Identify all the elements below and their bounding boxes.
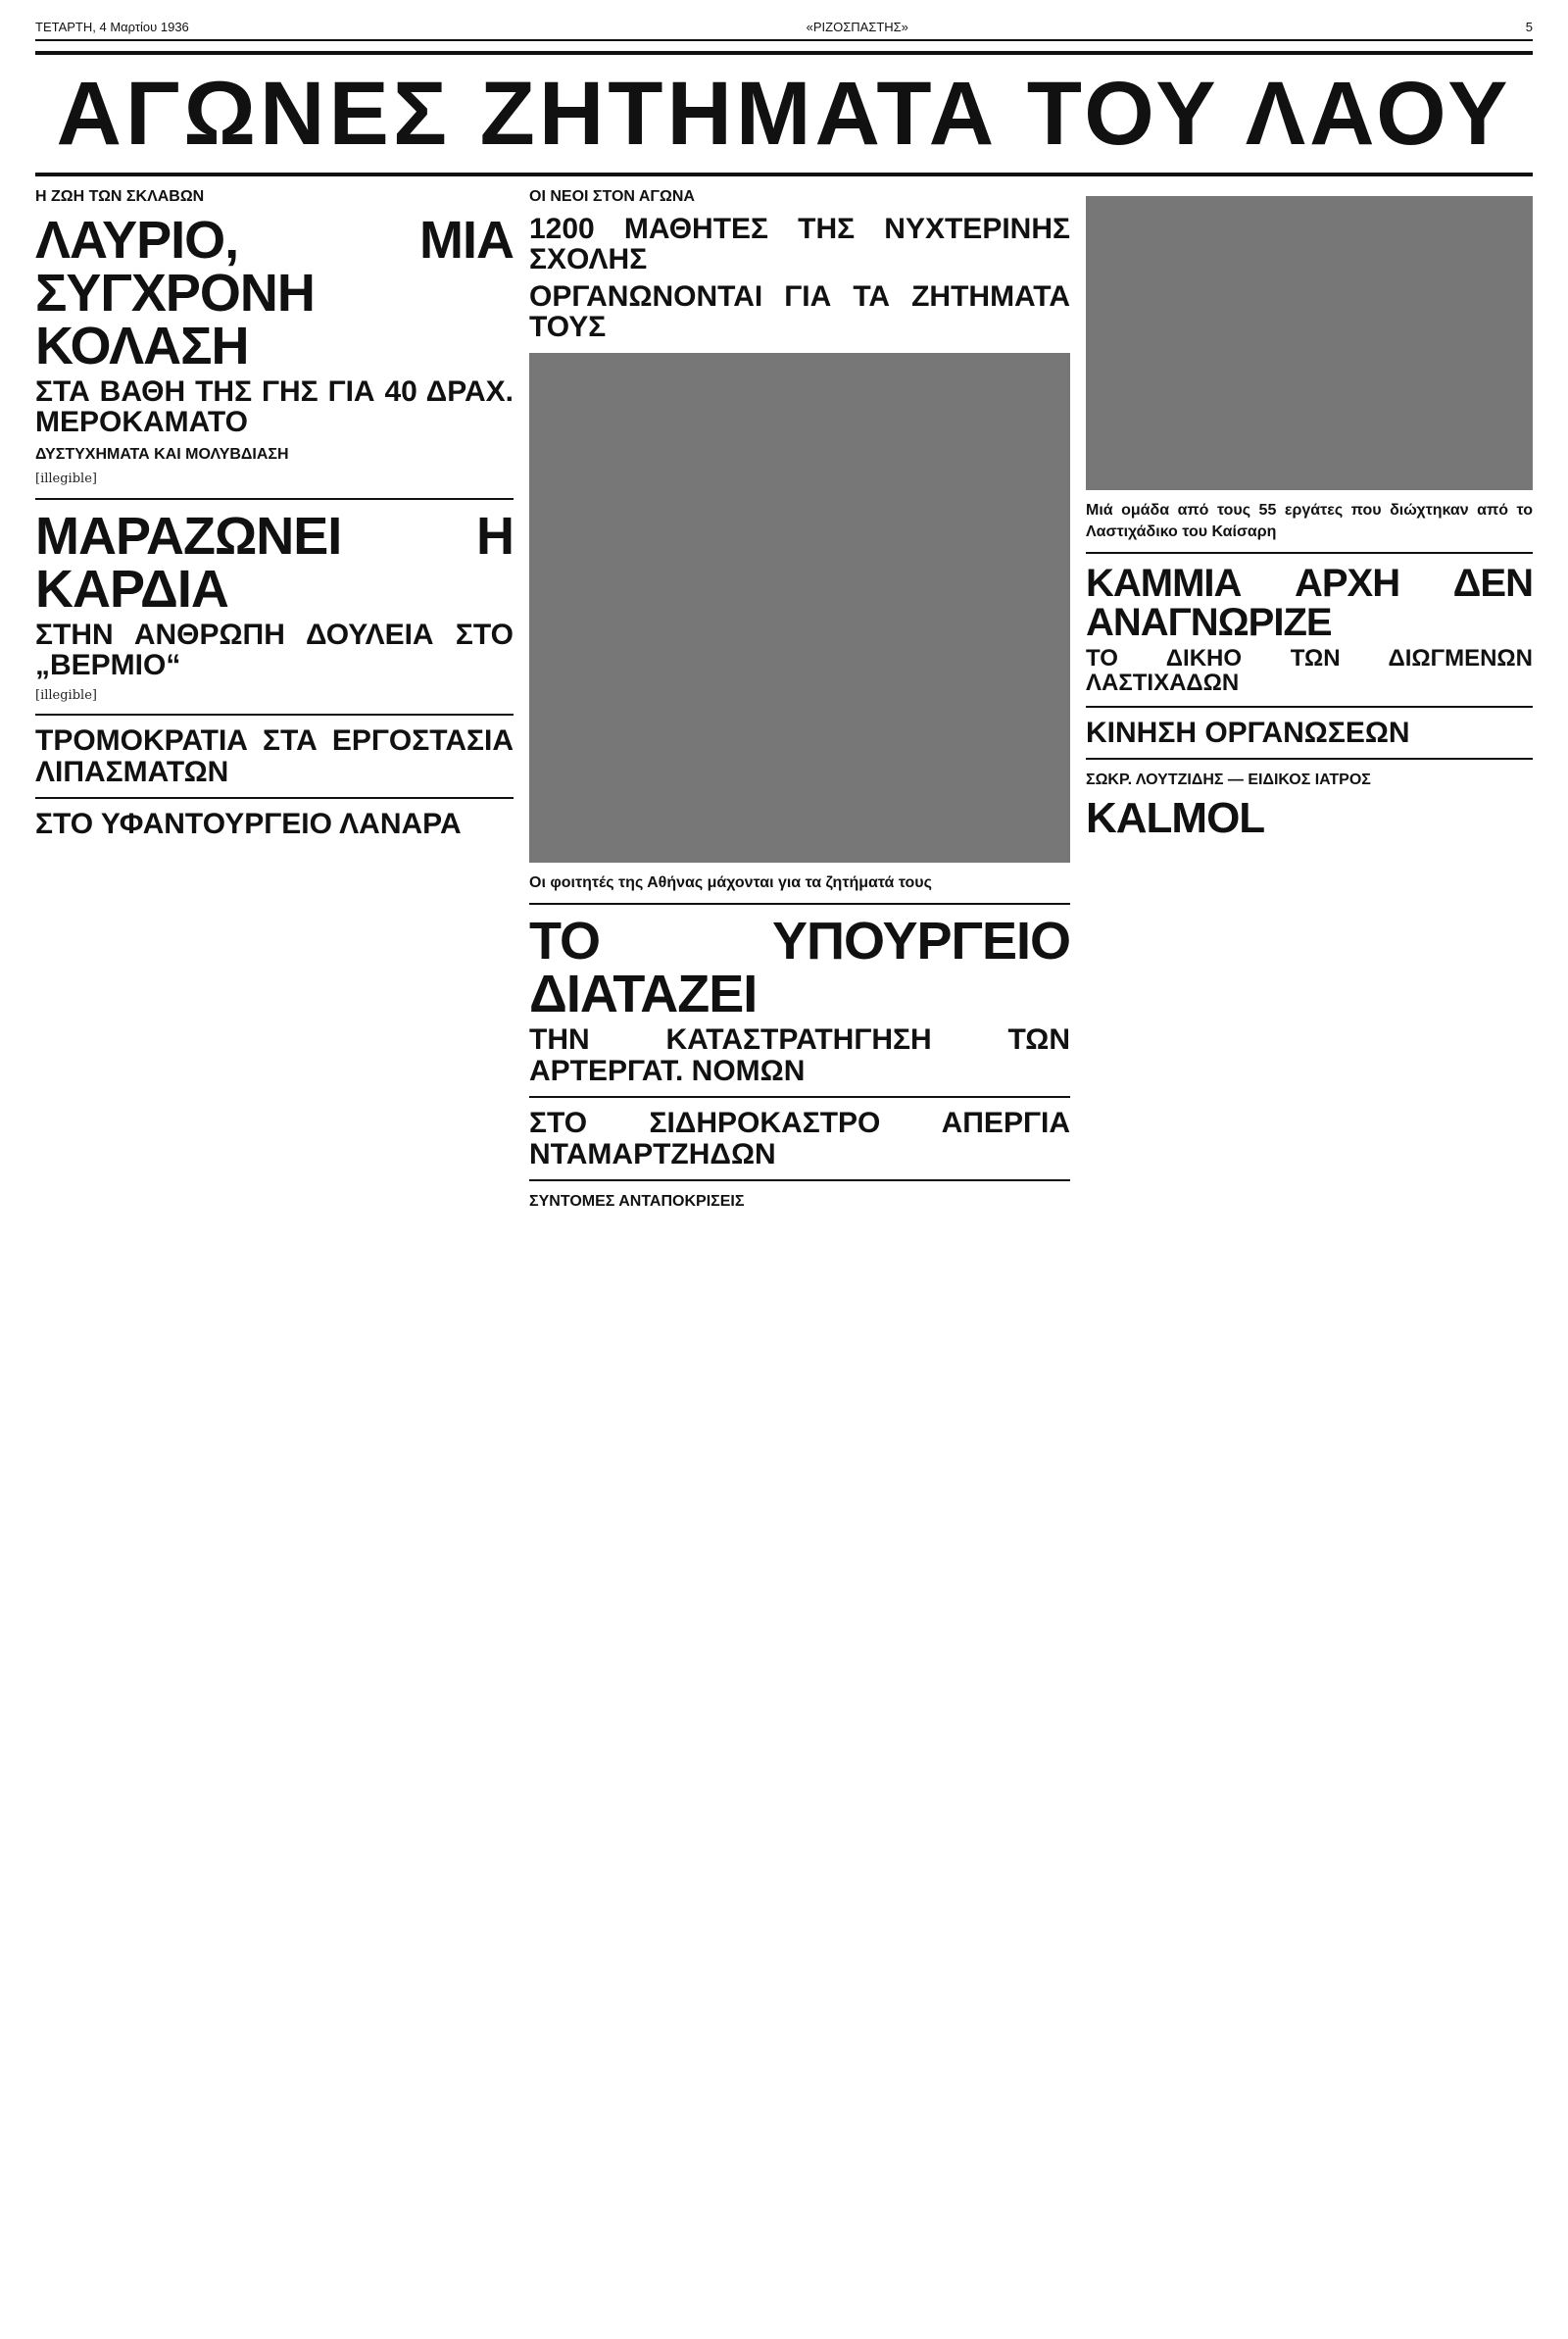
headline: ΛΑΥΡΙΟ, ΜΙΑ ΣΥΓΧΡΟΝΗ ΚΟΛΑΣΗ (35, 210, 514, 375)
divider (529, 1096, 1070, 1098)
article-text: [illegible] (35, 687, 97, 703)
subheadline: ΣΤΑ ΒΑΘΗ ΤΗΣ ΓΗΣ ΓΙΑ 40 ΔΡΑΧ. ΜΕΡΟΚΑΜΑΤΟ (35, 374, 514, 439)
column-3 (1086, 186, 1533, 2310)
divider (529, 903, 1070, 905)
column-2 (529, 186, 1070, 2310)
photo-caption: Μιά ομάδα από τους 55 εργάτες που διώχτηκαν από το Λαστιχάδικο του Καίσαρη (1086, 502, 1533, 540)
advertisement: KALMOL (1086, 793, 1265, 842)
divider (529, 1179, 1070, 1181)
divider (1086, 706, 1533, 708)
subheadline: ΟΡΓΑΝΩΝΟΝΤΑΙ ΓΙΑ ΤΑ ΖΗΤΗΜΑΤΑ ΤΟΥΣ (529, 279, 1070, 344)
headline: ΣΥΝΤΟΜΕΣ ΑΝΤΑΠΟΚΡΙΣΕΙΣ (529, 1193, 745, 1211)
divider (35, 714, 514, 716)
section-label: Η ΖΩΗ ΤΩΝ ΣΚΛΑΒΩΝ (35, 188, 205, 205)
paper-name: «ΡΙΖΟΣΠΑΣΤΗΣ» (806, 19, 908, 34)
column-1 (35, 186, 514, 2310)
subheadline: ΤΗΝ ΚΑΤΑΣΤΡΑΤΗΓΗΣΗ ΤΩΝ ΑΡΤΕΡΓΑΤ. ΝΟΜΩΝ (529, 1023, 1070, 1087)
masthead (35, 51, 1533, 176)
top-rule (35, 14, 1533, 41)
photo (529, 353, 1070, 863)
divider (1086, 552, 1533, 554)
headline: ΚΑΜΜΙΑ ΑΡΧΗ ΔΕΝ ΑΝΑΓΝΩΡΙΖΕ (1086, 562, 1533, 645)
subheadline: ΣΤΗΝ ΑΝΘΡΩΠΗ ΔΟΥΛΕΙΑ ΣΤΟ „ΒΕΡΜΙΟ“ (35, 618, 514, 682)
kicker: ΔΥΣΤΥΧΗΜΑΤΑ ΚΑΙ ΜΟΛΥΒΔΙΑΣΗ (35, 445, 289, 463)
section-label: ΟΙ ΝΕΟΙ ΣΤΟΝ ΑΓΩΝΑ (529, 188, 695, 205)
advertisement: ΣΩΚΡ. ΛΟΥΤΖΙΔΗΣ — ΕΙΔΙΚΟΣ ΙΑΤΡΟΣ (1086, 771, 1371, 789)
subheadline: ΤΟ ΔΙΚΗΟ ΤΩΝ ΔΙΩΓΜΕΝΩΝ ΛΑΣΤΙΧΑΔΩΝ (1086, 645, 1533, 697)
headline: ΤΡΟΜΟΚΡΑΤΙΑ ΣΤΑ ΕΡΓΟΣΤΑΣΙΑ ΛΙΠΑΣΜΑΤΩΝ (35, 724, 514, 788)
divider (35, 797, 514, 799)
photo (1086, 196, 1533, 490)
date: ΤΕΤΑΡΤΗ, 4 Μαρτίου 1936 (35, 19, 189, 34)
divider (1086, 758, 1533, 760)
headline: ΚΙΝΗΣΗ ΟΡΓΑΝΩΣΕΩΝ (1086, 716, 1410, 749)
article-text: [illegible] (35, 472, 97, 487)
headline: 1200 ΜΑΘΗΤΕΣ ΤΗΣ ΝΥΧΤΕΡΙΝΗΣ ΣΧΟΛΗΣ (529, 212, 1070, 276)
headline: ΣΤΟ ΥΦΑΝΤΟΥΡΓΕΙΟ ΛΑΝΑΡΑ (35, 808, 462, 841)
headline: ΤΟ ΥΠΟΥΡΓΕΙΟ ΔΙΑΤΑΖΕΙ (529, 912, 1070, 1024)
headline: ΜΑΡΑΖΩΝΕΙ Η ΚΑΡΔΙΑ (35, 506, 514, 619)
photo-caption: Οι φοιτητές της Αθήνας μάχονται για τα ζητήματά τους (529, 873, 932, 891)
masthead-title: ΑΓΩΝΕΣ ΖΗΤΗΜΑΤΑ ΤΟΥ ΛΑΟΥ (56, 63, 1512, 164)
divider (35, 498, 514, 500)
headline: ΣΤΟ ΣΙΔΗΡΟΚΑΣΤΡΟ ΑΠΕΡΓΙΑ ΝΤΑΜΑΡΤΖΗΔΩΝ (529, 1107, 1070, 1170)
page-number: 5 (1525, 19, 1533, 34)
